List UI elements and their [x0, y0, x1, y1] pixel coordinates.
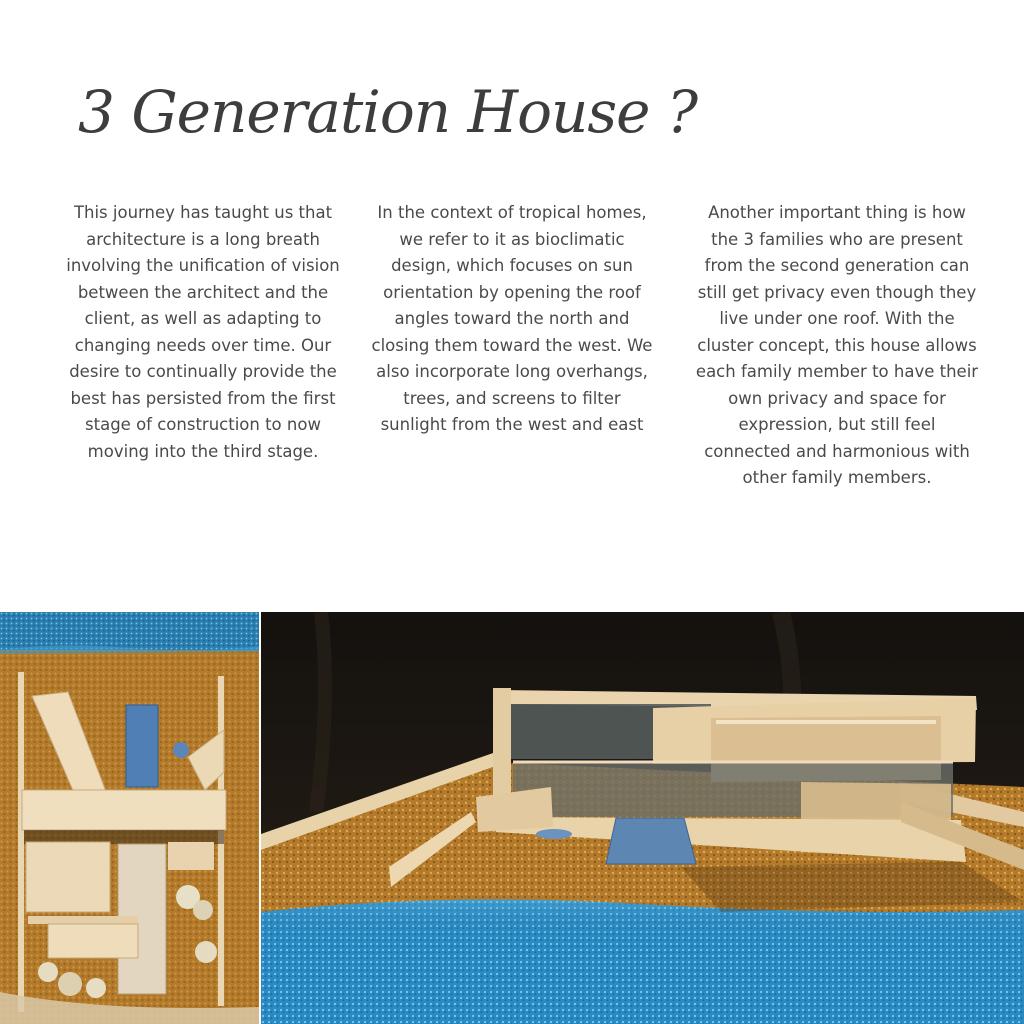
text-column-journey: This journey has taught us that architecture is a long breath involving the unification of vision between the architect and the client, as well as adapting to changing needs over time. Our desire to continually provide the best has persisted from the first stage of construction to now moving into the third stage. [66, 203, 340, 461]
text-column-bioclimatic: In the context of tropical homes, we refer to it as bioclimatic design, which focuses on sun orientation by opening the roof angles toward the north and closing them toward the west. We also incorporate long overhangs, trees, and screens to filter sunlight from the west and east [371, 203, 653, 434]
text-column-privacy: Another important thing is how the 3 families who are present from the second generation can still get privacy even though they live under one roof. With the cluster concept, this house allows each family member to have their own privacy and space for expression, but still feel connected and harmonious with other family members. [695, 203, 979, 487]
model-perspective-photo [261, 612, 1024, 1024]
model-top-view-photo [0, 612, 259, 1024]
page-title: 3 Generation House ? [78, 78, 698, 146]
